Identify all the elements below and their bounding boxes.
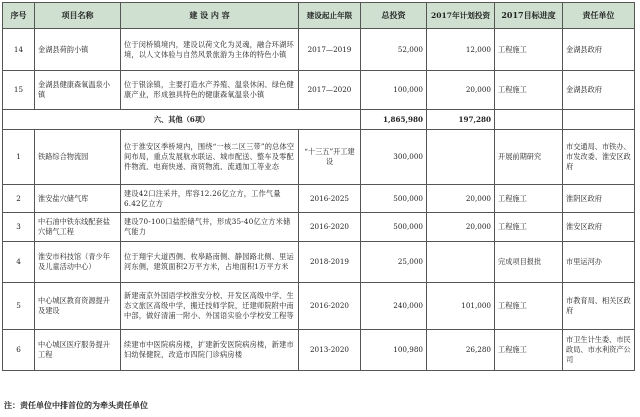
table-row: [3, 71, 635, 110]
cell-period: 2016-2020: [299, 213, 361, 242]
cell-total: 500,000: [361, 213, 427, 242]
cell-total: 500,000: [361, 185, 427, 213]
cell-unit: 金湖县政府: [563, 71, 635, 110]
cell-unit: 市教育局、相关区政府: [563, 283, 635, 330]
cell-content: 建设42口注采井，库容12.26亿立方，工作气量6.42亿立方: [121, 185, 299, 213]
cell-empty: [495, 110, 563, 130]
header-period: 建设起止年限: [299, 3, 361, 29]
project-table: [2, 2, 635, 371]
section-row: [3, 110, 635, 130]
cell-unit: 市卫生计生委、市民政局、市水利资产公司: [563, 330, 635, 371]
header-target: 2017目标进度: [495, 3, 563, 29]
cell-plan: 12,000: [427, 29, 495, 71]
cell-seq: 15: [3, 71, 35, 110]
cell-name: 淮安市科技馆（青少年及儿童活动中心）: [35, 242, 121, 283]
cell-seq: 6: [3, 330, 35, 371]
cell-total: 300,000: [361, 130, 427, 185]
header-seq: 序号: [3, 3, 35, 29]
cell-content: 位于淮安区季桥境内，围绕“一核二区三带”的总体空间布局，重点发展航水联运、城市配送、整车及零配件物流、电商快递、商贸物流、流通加工等业态: [121, 130, 299, 185]
cell-period: 2016-2025: [299, 185, 361, 213]
cell-content: 位于闵桥镇境内，建设以荷文化为灵魂，融合环湖环境，以人文体验与自然风景旅游为主体的特色小镇: [121, 29, 299, 71]
header-unit: 责任单位: [563, 3, 635, 29]
cell-name: 中心城区教育资源提升及建设: [35, 283, 121, 330]
header-plan: 2017年计划投资: [427, 3, 495, 29]
cell-period: 2013-2020: [299, 330, 361, 371]
cell-target: 完成项目报批: [495, 242, 563, 283]
table-row: [3, 130, 635, 185]
header-row: [3, 3, 635, 29]
cell-period: 2017—2020: [299, 71, 361, 110]
cell-name: 淮安盐穴储气库: [35, 185, 121, 213]
table-row: [3, 283, 635, 330]
cell-plan: 197,280: [427, 110, 495, 130]
header-content: 建 设 内 容: [121, 3, 299, 29]
cell-unit: 市交通局、市铁办、市发改委、淮安区政府: [563, 130, 635, 185]
cell-plan: 20,000: [427, 185, 495, 213]
cell-unit: 淮阴区政府: [563, 185, 635, 213]
cell-total: 100,000: [361, 71, 427, 110]
cell-unit: 金湖县政府: [563, 29, 635, 71]
cell-content: 位于翔宇大道西侧、枚皋路南侧、静园路北侧、里运河东侧，建筑面积2万平方米，占地面积1万平方米: [121, 242, 299, 283]
cell-unit: 市里运河办: [563, 242, 635, 283]
cell-period: “十三五”开工建设: [299, 130, 361, 185]
table-row: [3, 185, 635, 213]
cell-name: 金湖县健康森氧温泉小镇: [35, 71, 121, 110]
cell-content: 新建南京外国语学校淮安分校、开发区高级中学、生态文旅区高级中学，搬迁技师学院，迁建师院附中南中部，做好清浦一附小、外国语实验小学校安工程等: [121, 283, 299, 330]
cell-name: 金湖县荷韵小镇: [35, 29, 121, 71]
cell-period: 2017—2019: [299, 29, 361, 71]
header-name: 项目名称: [35, 3, 121, 29]
cell-seq: 2: [3, 185, 35, 213]
cell-target: 工程施工: [495, 330, 563, 371]
cell-target: 工程施工: [495, 185, 563, 213]
cell-content: 位于银涂镇，主要打造水产养殖、温泉休闲、绿色健康产业，形成独具特色的健康森氧温泉小镇: [121, 71, 299, 110]
cell-plan: 26,280: [427, 330, 495, 371]
cell-target: 工程施工: [495, 29, 563, 71]
footnote: 注：责任单位中排首位的为牵头责任单位: [4, 401, 148, 410]
cell-target: 工程施工: [495, 213, 563, 242]
header-total: 总投资: [361, 3, 427, 29]
cell-target: 工程施工: [495, 71, 563, 110]
cell-content: 建设70-100口盐腔储气井，形成35-40亿立方米储气能力: [121, 213, 299, 242]
cell-target: 工程施工: [495, 283, 563, 330]
cell-total: 25,000: [361, 242, 427, 283]
cell-name: 铁路综合物流园: [35, 130, 121, 185]
cell-plan: [427, 242, 495, 283]
cell-target: 开展前期研究: [495, 130, 563, 185]
cell-total: 52,000: [361, 29, 427, 71]
cell-plan: 20,000: [427, 71, 495, 110]
section-label: 六、其他（6项）: [3, 110, 361, 130]
cell-period: 2018-2019: [299, 242, 361, 283]
project-table-container: [2, 2, 634, 371]
cell-total: 1,865,980: [361, 110, 427, 130]
cell-plan: 20,000: [427, 213, 495, 242]
cell-name: 中石油中铁东线配套盐穴储气工程: [35, 213, 121, 242]
cell-seq: 3: [3, 213, 35, 242]
table-row: [3, 29, 635, 71]
cell-name: 中心城区医疗服务提升工程: [35, 330, 121, 371]
cell-period: 2016-2020: [299, 283, 361, 330]
cell-seq: 4: [3, 242, 35, 283]
cell-total: 240,000: [361, 283, 427, 330]
cell-unit: 淮安区政府: [563, 213, 635, 242]
cell-content: 续建市中医院病房楼，扩建新安医院病房楼，新建市妇幼保健院，改造市四院门诊病房楼: [121, 330, 299, 371]
cell-seq: 14: [3, 29, 35, 71]
table-body: [3, 29, 635, 371]
cell-seq: 5: [3, 283, 35, 330]
cell-empty: [563, 110, 635, 130]
cell-plan: [427, 130, 495, 185]
table-row: [3, 213, 635, 242]
cell-total: 100,980: [361, 330, 427, 371]
table-row: [3, 242, 635, 283]
cell-seq: 1: [3, 130, 35, 185]
table-row: [3, 330, 635, 371]
cell-plan: 101,000: [427, 283, 495, 330]
